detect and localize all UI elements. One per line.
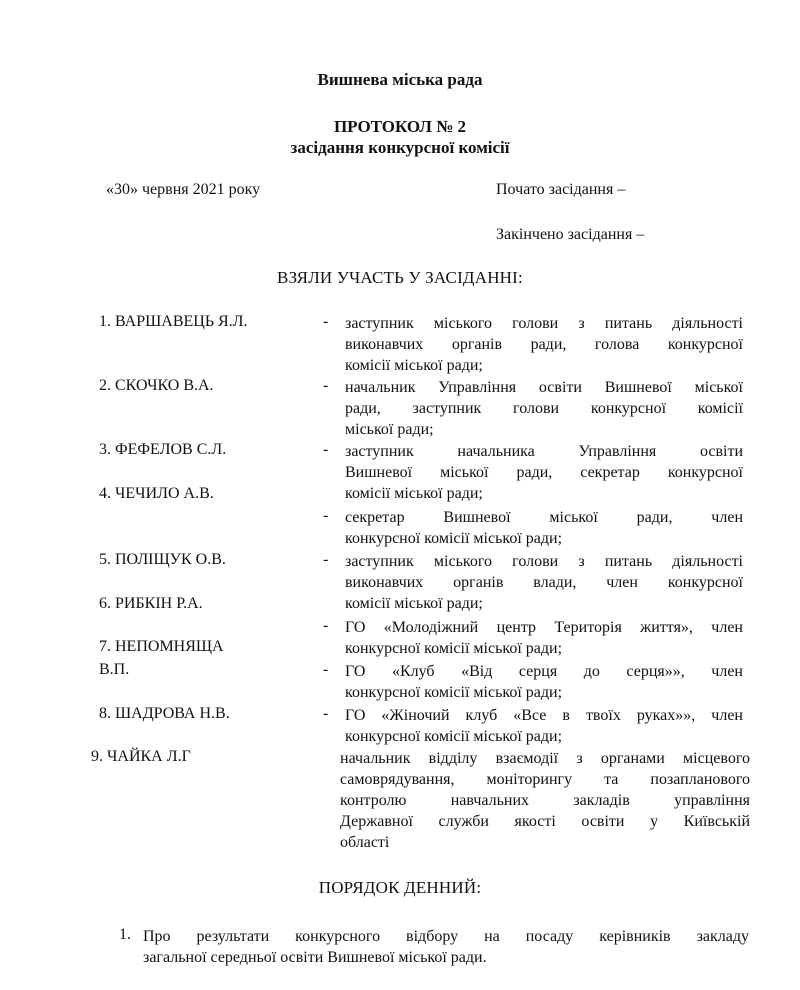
role-dash: -	[323, 377, 329, 394]
participant-name: 8. ШАДРОВА Н.В.	[99, 705, 230, 722]
participant-name: 6. РИБКІН Р.А.	[99, 595, 203, 612]
protocol-subtitle: засідання конкурсної комісії	[290, 138, 510, 157]
role-dash: -	[323, 705, 329, 722]
role-line: конкурсної комісії міської ради;	[345, 530, 563, 547]
role-line: начальник відділу взаємодії з органами місцевого	[340, 750, 750, 767]
protocol-title: ПРОТОКОЛ № 2	[333, 117, 467, 136]
role-line: міської ради;	[345, 421, 434, 438]
participant-name: 5. ПОЛІЩУК О.В.	[99, 551, 226, 568]
role-line: комісії міської ради;	[345, 357, 483, 374]
role-line: Державної служби якості освіти у Київській	[340, 813, 750, 830]
role-dash: -	[323, 441, 329, 458]
participant-role	[345, 313, 743, 376]
role-line: конкурсної комісії міської ради;	[345, 640, 563, 657]
role-line: комісії міської ради;	[345, 485, 483, 502]
role-line: області	[340, 834, 390, 851]
participant-name: 9. ЧАЙКА Л.Г	[91, 748, 191, 765]
agenda-item-text	[143, 926, 749, 968]
meeting-ended: Закінчено засідання –	[496, 226, 645, 243]
role-line: ГО «Жіночий клуб «Все в твоїх руках»», член	[345, 707, 743, 724]
role-line: конкурсної комісії міської ради;	[345, 684, 563, 701]
role-dash: -	[323, 661, 329, 678]
participant-role	[345, 617, 743, 659]
participant-role	[345, 551, 743, 614]
participant-name-continued: В.П.	[99, 661, 130, 678]
agenda-line: Про результати конкурсного відбору на посаду керівників закладу	[143, 928, 749, 945]
participant-role	[345, 705, 743, 747]
participant-name: 1. ВАРШАВЕЦЬ Я.Л.	[99, 313, 248, 330]
participant-role	[345, 441, 743, 504]
participant-name: 3. ФЕФЕЛОВ С.Л.	[99, 441, 227, 458]
participants-heading: ВЗЯЛИ УЧАСТЬ У ЗАСІДАННІ:	[277, 268, 523, 287]
role-line: виконавчих органів влади, член конкурсної	[345, 574, 743, 591]
role-line: заступник начальника Управління освіти	[345, 443, 743, 460]
role-dash: -	[323, 551, 329, 568]
role-line: ГО «Клуб «Від серця до серця»», член	[345, 663, 743, 680]
role-line: заступник міського голови з питань діяльності	[345, 553, 743, 570]
organization-name: Вишнева міська рада	[317, 70, 483, 89]
participant-name: 7. НЕПОМНЯЩА	[99, 638, 224, 655]
role-dash: -	[323, 313, 329, 330]
role-dash: -	[323, 617, 329, 634]
participant-role	[345, 661, 743, 703]
role-line: Вишневої міської ради, секретар конкурсної	[345, 464, 743, 481]
role-line: ради, заступник голови конкурсної комісії	[345, 400, 743, 417]
role-line: самоврядування, моніторингу та позапланового	[340, 771, 750, 788]
participant-role	[340, 748, 750, 853]
participant-name: 4. ЧЕЧИЛО А.В.	[99, 485, 214, 502]
role-line: конкурсної комісії міської ради;	[345, 728, 563, 745]
meeting-started: Почато засідання –	[496, 181, 626, 198]
agenda-item-number: 1.	[119, 926, 131, 943]
role-line: начальник Управління освіти Вишневої міської	[345, 379, 743, 396]
role-dash: -	[323, 507, 329, 524]
agenda-heading: ПОРЯДОК ДЕННИЙ:	[318, 878, 482, 897]
role-line: секретар Вишневої міської ради, член	[345, 509, 743, 526]
role-line: заступник міського голови з питань діяльності	[345, 315, 743, 332]
role-line: виконавчих органів ради, голова конкурсної	[345, 336, 743, 353]
meeting-date: «30» червня 2021 року	[106, 181, 261, 198]
role-line: комісії міської ради;	[345, 595, 483, 612]
participant-role	[345, 507, 743, 549]
participant-name: 2. СКОЧКО В.А.	[99, 377, 214, 394]
participant-role	[345, 377, 743, 440]
agenda-line: загальної середньої освіти Вишневої міської ради.	[143, 949, 487, 966]
role-line: контролю навчальних закладів управління	[340, 792, 750, 809]
role-line: ГО «Молодіжний центр Територія життя», член	[345, 619, 743, 636]
